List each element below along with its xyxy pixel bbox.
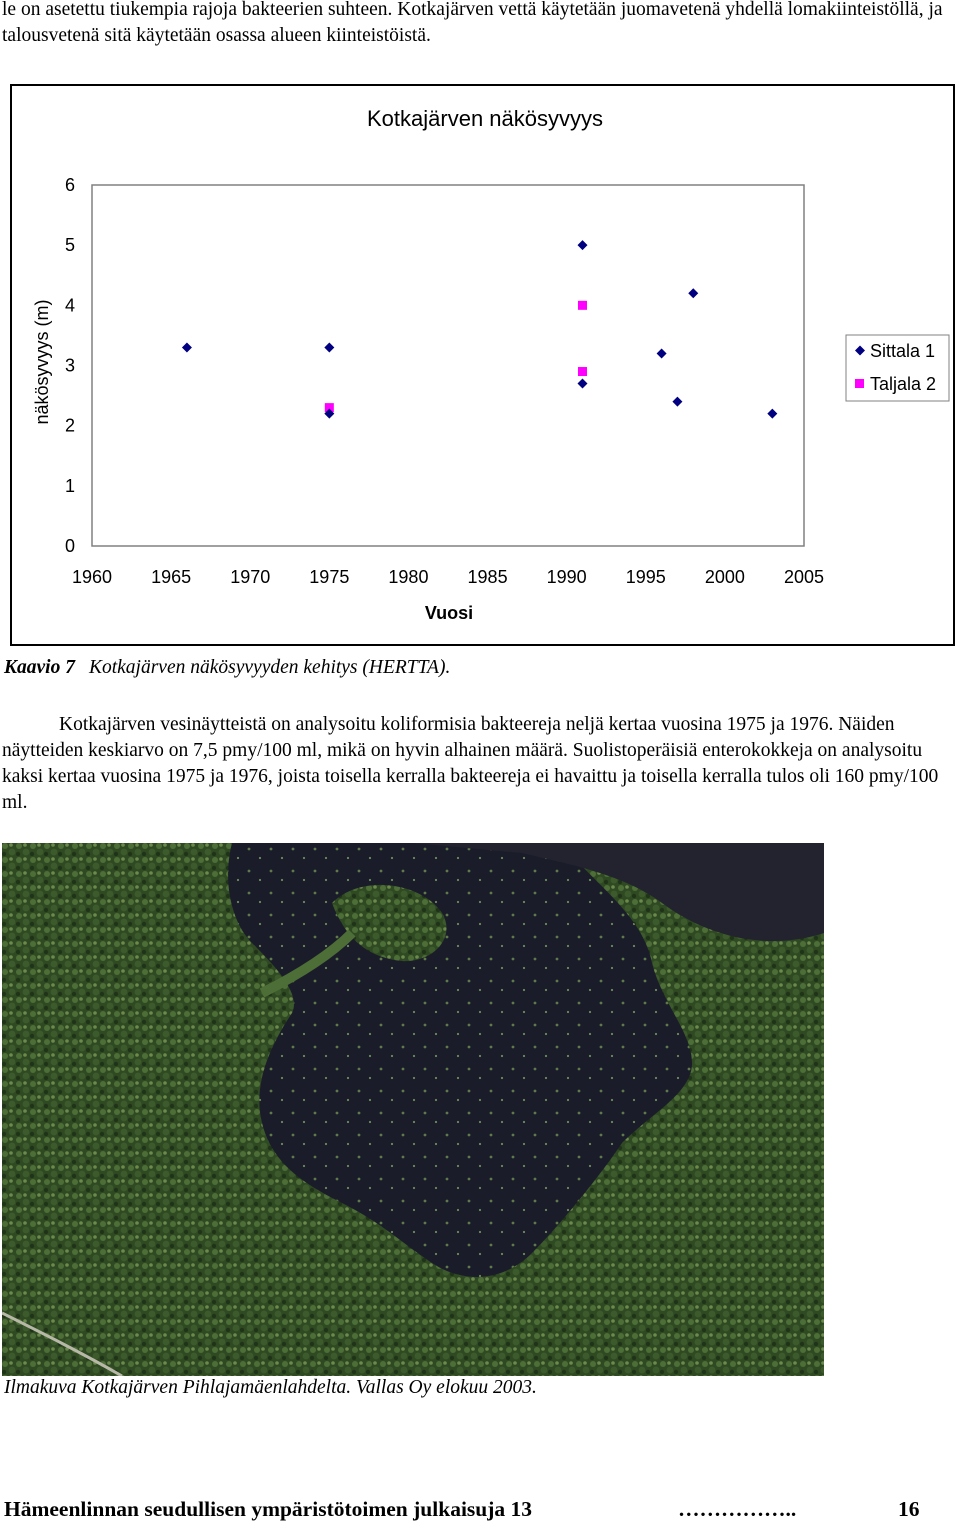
scatter-chart [12,86,953,644]
y-tick-label: 6 [64,175,76,195]
x-tick-label: 1990 [546,567,587,587]
y-tick-label: 1 [64,475,76,496]
body-paragraph: Kotkajärven vesinäytteistä on analysoitu koliformisia bakteereja neljä kertaa vuosina 1975 ja 1976. Näiden näytteiden keskiarvo on 7,5 pmy/100 ml, mikä on hyvin alhainen määrä. Suolistoperäisiä enterokokkeja on analysoitu kaksi kertaa vuosina 1975 ja 1976, joista toisella kerralla bakteereja ei havaittu ja toisella kerralla tulos oli 160 pmy/100 ml. [2,714,939,813]
legend-label-sittala-1: Sittala 1 [870,341,936,361]
data-point-sittala-1 [324,342,334,352]
figure-caption-text: Kotkajärven näkösyvyyden kehitys (HERTTA). [88,657,451,678]
data-points [182,240,777,418]
aerial-photo [2,843,824,1376]
chart-legend [846,335,949,401]
data-point-taljala-2 [578,301,587,310]
figure-caption [4,657,450,679]
intro-paragraph: le on asetettu tiukempia rajoja bakteerien suhteen. Kotkajärven vettä käytetään juomavetenä yhdellä lomakiinteistöllä, ja talousvetenä sitä käytetään osassa alueen kiinteistöistä. [2,0,943,46]
data-point-sittala-1 [182,342,192,352]
x-tick-label: 2000 [704,567,745,587]
data-point-sittala-1 [672,397,682,407]
footer-dots: …………….. [678,1497,797,1521]
x-tick-label: 1985 [467,567,508,587]
y-tick-label: 0 [64,536,76,556]
footer-publication: Hämeenlinnan seudullisen ympäristötoimen julkaisuja 13 [4,1497,533,1521]
figure-caption-number: Kaavio 7 [4,657,75,678]
plot-area-frame [92,185,804,546]
x-tick-label: 2005 [783,567,825,587]
data-point-sittala-1 [577,240,587,250]
data-point-taljala-2 [578,367,587,376]
page-number: 16 [898,1497,920,1521]
x-tick-label: 1960 [71,567,113,587]
data-point-sittala-1 [767,409,777,419]
legend-marker-taljala-2 [855,379,864,388]
y-tick-labels [65,175,75,556]
x-tick-label: 1995 [625,567,666,587]
data-point-sittala-1 [657,348,667,358]
data-point-sittala-1 [688,288,698,298]
y-tick-label: 5 [64,235,76,256]
y-axis-label: näkösyvyys (m) [32,299,52,425]
x-tick-label: 1975 [309,567,350,587]
chart-title: Kotkajärven näkösyvyys [367,106,603,131]
y-tick-label: 3 [64,355,76,376]
x-tick-label: 1965 [151,567,192,587]
y-tick-label: 2 [64,415,76,436]
x-tick-label: 1980 [388,567,429,587]
x-tick-label: 1970 [230,567,271,587]
legend-label-taljala-2: Taljala 2 [870,374,937,394]
y-tick-label: 4 [64,295,76,316]
x-axis-label: Vuosi [424,603,474,623]
data-point-sittala-1 [577,379,587,389]
chart-container [10,84,955,646]
page-footer [4,1497,944,1522]
photo-caption: Ilmakuva Kotkajärven Pihlajamäenlahdelta. Vallas Oy elokuu 2003. [4,1377,537,1398]
x-tick-labels [72,567,824,587]
